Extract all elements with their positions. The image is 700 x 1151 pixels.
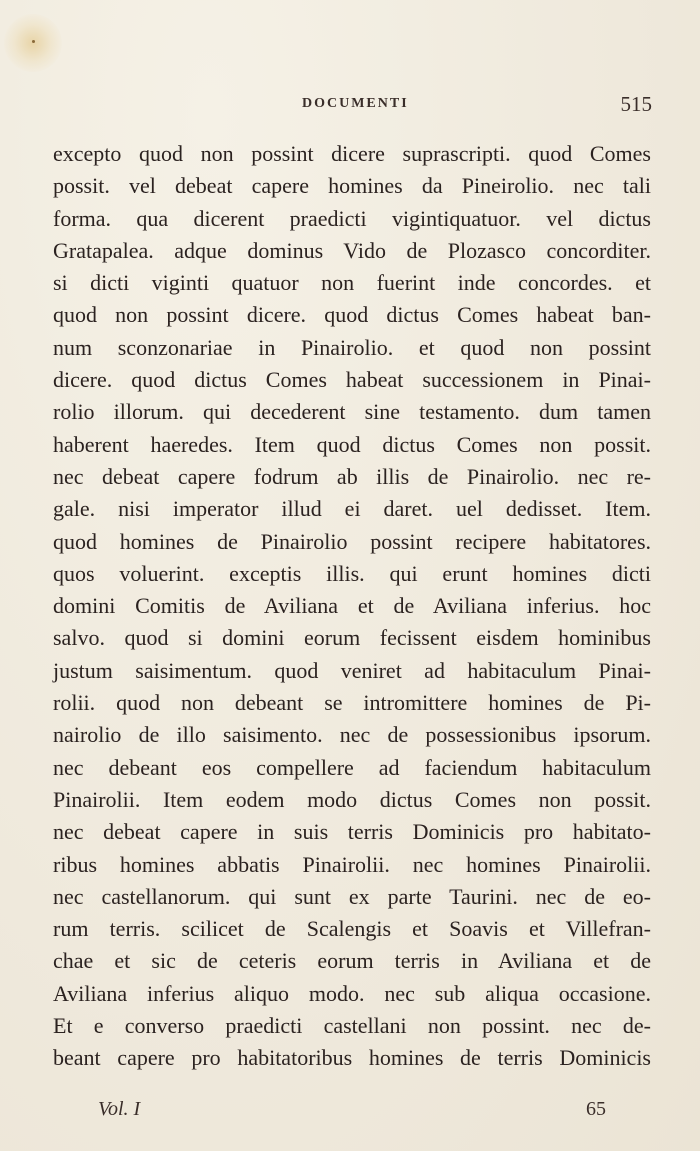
- text-line: chae et sic de ceteris eorum terris in Aviliana et de: [53, 948, 651, 974]
- text-line: rum terris. scilicet de Scalengis et Soavis et Villefran-: [53, 916, 651, 942]
- running-title: DOCUMENTI: [302, 96, 409, 111]
- text-line: beant capere pro habitatoribus homines de terris Dominicis: [53, 1045, 651, 1071]
- text-line: rolio illorum. qui decederent sine testamento. dum tamen: [53, 399, 651, 425]
- text-line: possit. vel debeat capere homines da Pineirolio. nec tali: [53, 173, 651, 199]
- text-line: si dicti viginti quatuor non fuerint inde concordes. et: [53, 270, 651, 296]
- text-line: quod non possint dicere. quod dictus Comes habeat ban-: [53, 302, 651, 328]
- text-line: nec debeat capere fodrum ab illis de Pinairolio. nec re-: [53, 463, 651, 489]
- text-line: nec debeant eos compellere ad faciendum habitaculum: [53, 754, 651, 780]
- text-line: quod homines de Pinairolio possint recipere habitatores.: [53, 528, 651, 554]
- text-line: nec castellanorum. qui sunt ex parte Taurini. nec de eo-: [53, 883, 651, 909]
- running-head: [0, 92, 700, 118]
- paper-speck: [32, 40, 35, 43]
- signature-mark: 65: [586, 1098, 606, 1120]
- text-line: quos voluerint. exceptis illis. qui erunt homines dicti: [53, 560, 651, 586]
- text-line: Gratapalea. adque dominus Vido de Plozasco concorditer.: [53, 237, 651, 263]
- text-line: Et e converso praedicti castellani non possint. nec de-: [53, 1013, 651, 1039]
- page-number: 515: [620, 92, 652, 116]
- text-line: forma. qua dicerent praedicti vigintiquatuor. vel dictus: [53, 205, 651, 231]
- text-line: haberent haeredes. Item quod dictus Comes non possit.: [53, 431, 651, 457]
- body-text: [53, 138, 651, 1075]
- text-line: ribus homines abbatis Pinairolii. nec homines Pinairolii.: [53, 851, 651, 877]
- text-line: salvo. quod si domini eorum fecissent eisdem hominibus: [53, 625, 651, 651]
- text-line: dicere. quod dictus Comes habeat successionem in Pinai-: [53, 367, 651, 393]
- text-line: Aviliana inferius aliquo modo. nec sub aliqua occasione.: [53, 980, 651, 1006]
- volume-label: Vol. I: [98, 1098, 141, 1120]
- text-line: excepto quod non possint dicere suprascripti. quod Comes: [53, 141, 651, 166]
- text-line: gale. nisi imperator illud ei daret. uel dedisset. Item.: [53, 496, 651, 522]
- text-line: domini Comitis de Aviliana et de Aviliana inferius. hoc: [53, 593, 651, 619]
- text-line: num sconzonariae in Pinairolio. et quod non possint: [53, 334, 651, 360]
- text-line: Pinairolii. Item eodem modo dictus Comes non possit.: [53, 786, 651, 812]
- paper-stain: [4, 14, 62, 72]
- text-line: nec debeat capere in suis terris Dominicis pro habitato-: [53, 819, 651, 845]
- text-line: nairolio de illo saisimento. nec de possessionibus ipsorum.: [53, 722, 651, 748]
- page-footer: [0, 1098, 700, 1128]
- text-line: justum saisimentum. quod veniret ad habitaculum Pinai-: [53, 657, 651, 683]
- text-line: rolii. quod non debeant se intromittere homines de Pi-: [53, 690, 651, 716]
